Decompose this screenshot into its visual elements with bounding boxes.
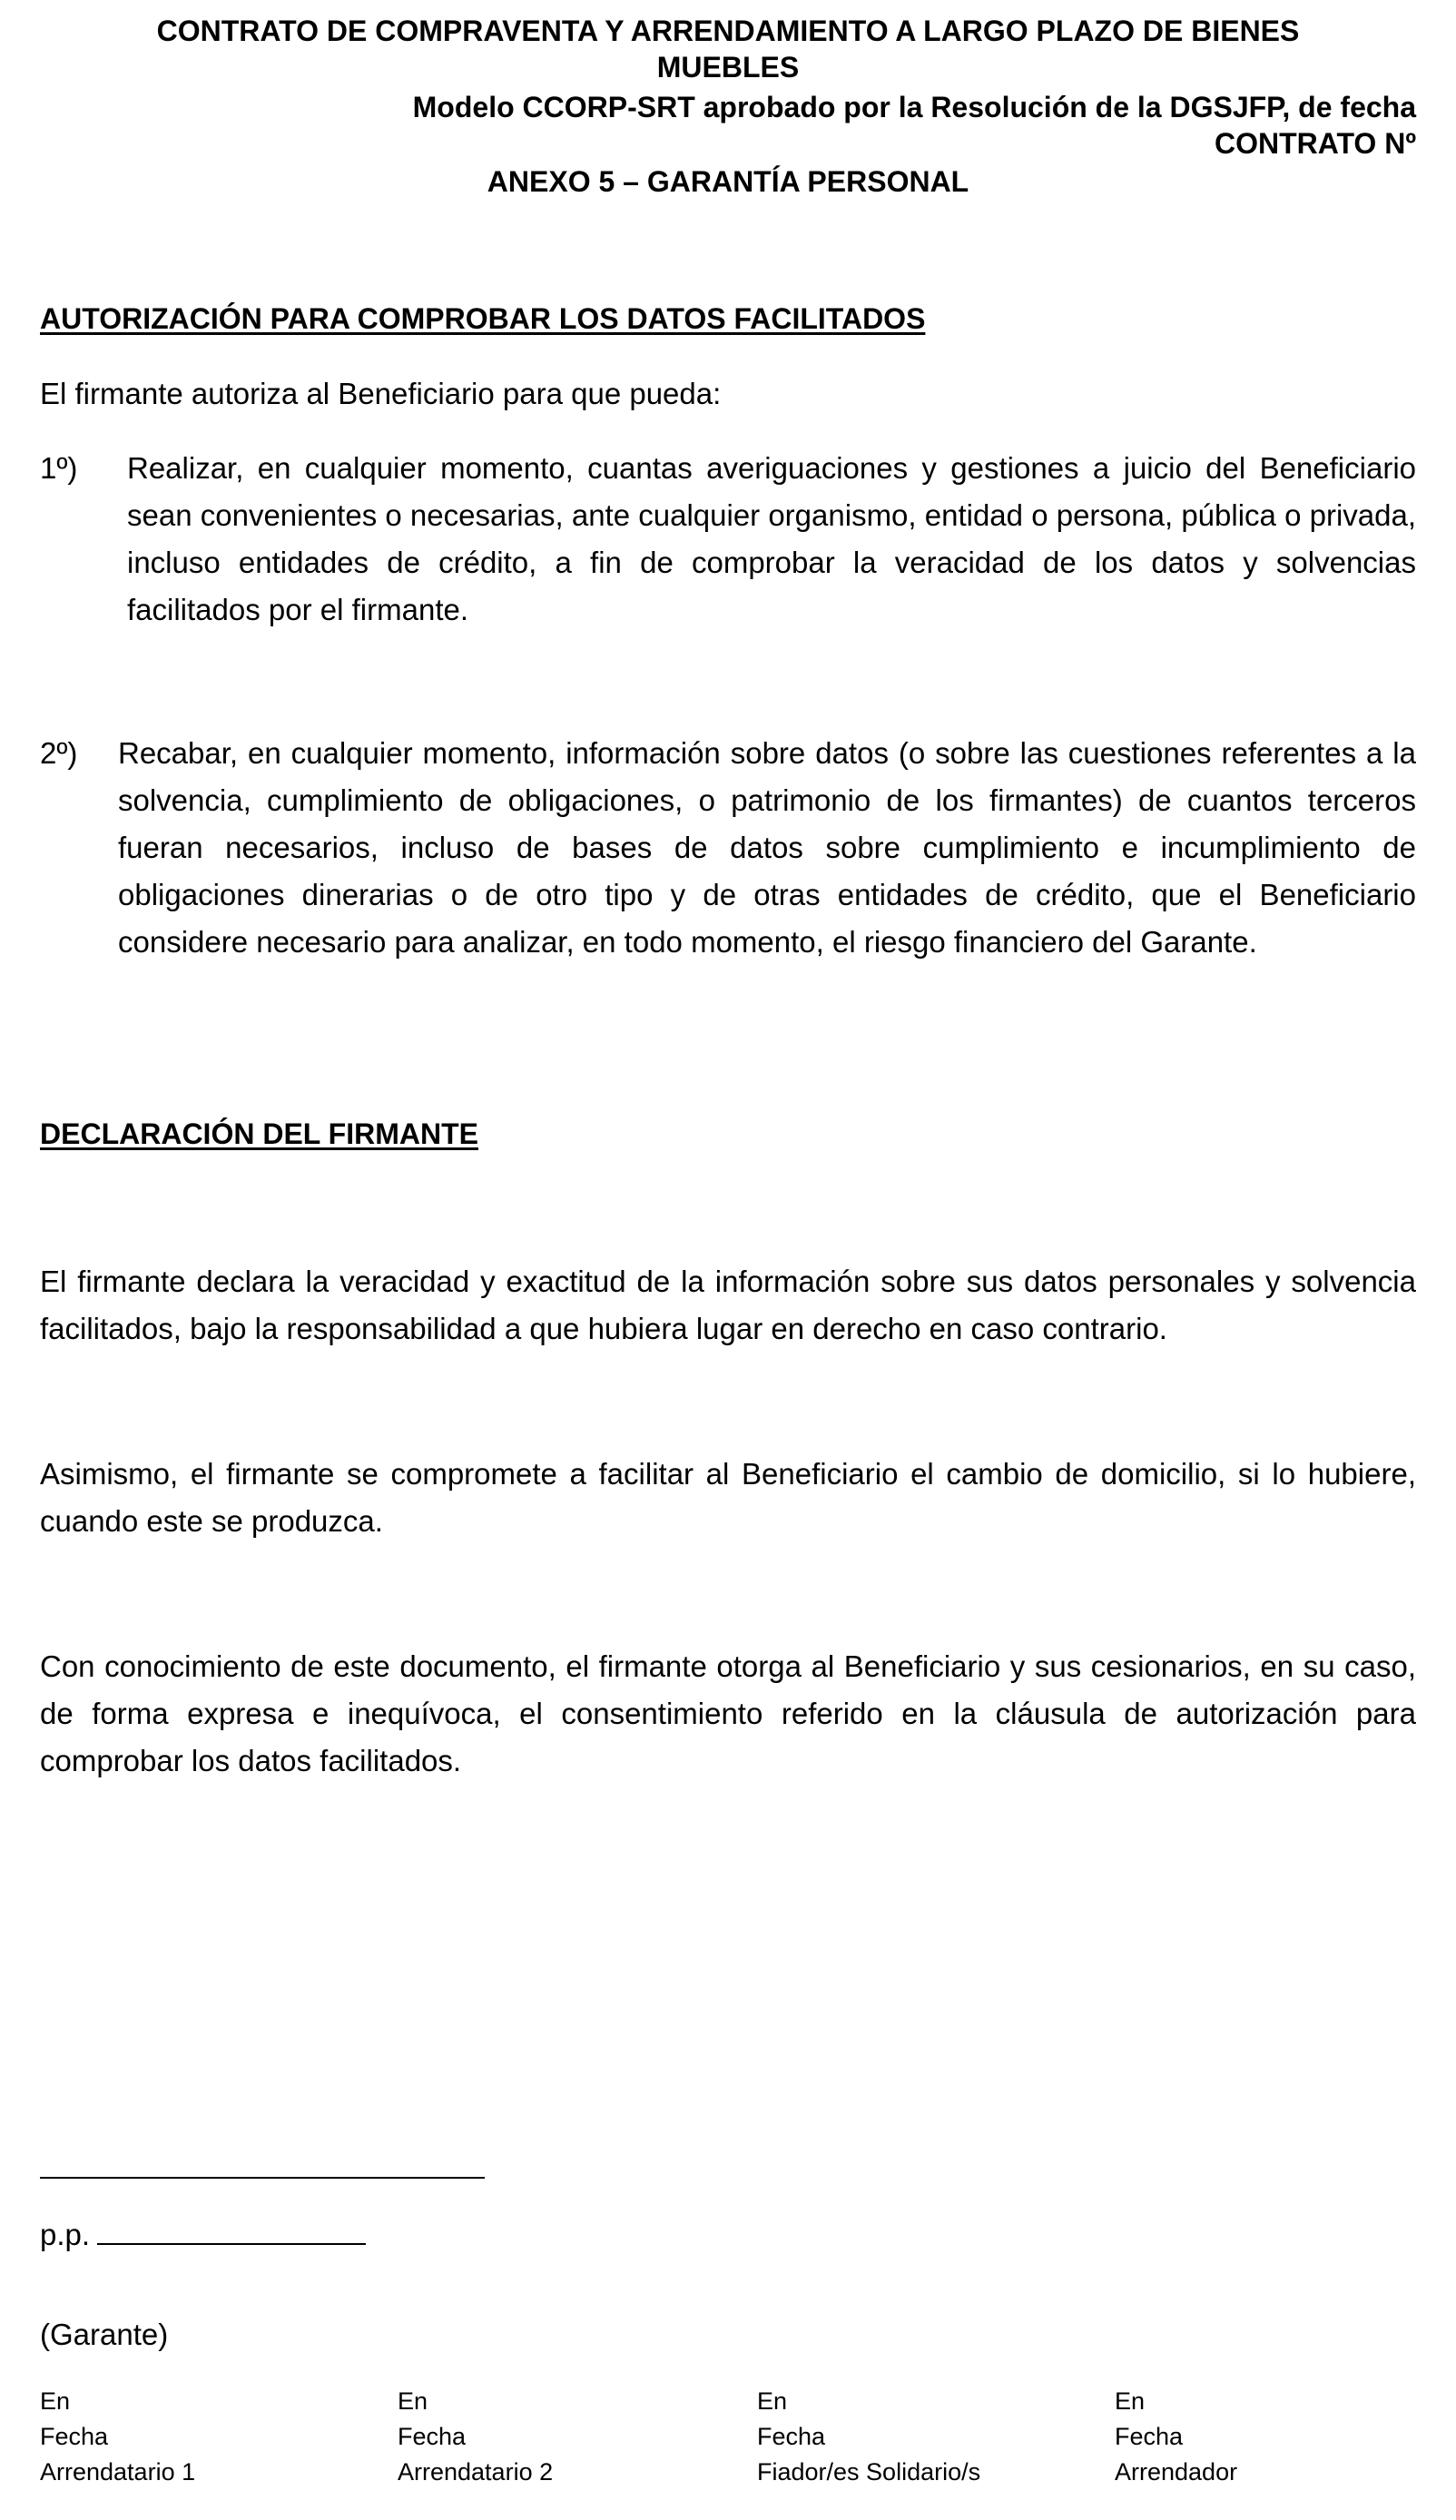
signature-column-1 [40,2384,385,2490]
party-label: Arrendatario 2 [398,2458,554,2486]
signature-column-3 [757,2384,1102,2490]
party-label: Arrendador [1115,2458,1238,2486]
signature-column-4 [1115,2384,1414,2490]
authorization-item-2 [40,730,1416,966]
pp-signature-field [40,2215,366,2255]
item-number: 1º) [40,451,78,485]
item-text: Realizar, en cualquier momento, cuantas averiguaciones y gestiones a juicio del Beneficiario sean convenientes o necesarias, ante cualquier organismo, entidad o persona, pública o privada, incluso entidades de crédito, a fin de comprobar la veracidad de los datos y solvencias facilitados por el firmante. [127,451,1416,626]
signature-column-2 [398,2384,743,2490]
pp-blank-line [97,2216,366,2245]
place-label: En [1115,2387,1146,2415]
declaration-heading: DECLARACIÓN DEL FIRMANTE [40,1117,478,1150]
model-approval-line: Modelo CCORP-SRT aprobado por la Resolución de la DGSJFP, de fecha [412,91,1416,123]
pp-label: p.p. [40,2218,91,2251]
date-label: Fecha [40,2423,109,2450]
annex-title: ANEXO 5 – GARANTÍA PERSONAL [487,165,969,198]
authorization-heading: AUTORIZACIÓN PARA COMPROBAR LOS DATOS FACILITADOS [40,302,926,335]
declaration-paragraph-2: Asimismo, el firmante se compromete a facilitar al Beneficiario el cambio de domicilio, si lo hubiere, cuando este se produzca. [40,1457,1416,1538]
document-title-line-2: MUEBLES [656,51,800,84]
item-number: 2º) [40,736,78,770]
party-label: Arrendatario 1 [40,2458,196,2486]
guarantor-label: (Garante) [40,2318,169,2351]
declaration-paragraph-1: El firmante declara la veracidad y exactitud de la información sobre sus datos personales y solvencia facilitados, bajo la responsabilidad a que hubiera lugar en derecho en caso contrario. [40,1265,1416,1345]
party-label: Fiador/es Solidario/s [757,2458,981,2486]
date-label: Fecha [398,2423,467,2450]
authorization-item-1 [40,445,1416,634]
authorization-intro: El firmante autoriza al Beneficiario para que pueda: [40,377,722,410]
place-label: En [40,2387,71,2415]
document-title-line-1: CONTRATO DE COMPRAVENTA Y ARRENDAMIENTO A LARGO PLAZO DE BIENES [156,15,1300,47]
item-text: Recabar, en cualquier momento, información sobre datos (o sobre las cuestiones referentes a la solvencia, cumplimiento de obligaciones, o patrimonio de los firmantes) de cuantos terceros fueran necesarios, incluso de bases de datos sobre cumplimiento e incumplimiento de obligaciones dinerarias o de otro tipo y de otras entidades de crédito, que el Beneficiario considere necesario para analizar, en todo momento, el riesgo financiero del Garante. [118,736,1416,959]
place-label: En [398,2387,428,2415]
signature-line [40,2177,485,2179]
place-label: En [757,2387,788,2415]
declaration-paragraph-3: Con conocimiento de este documento, el firmante otorga al Beneficiario y sus cesionarios, en su caso, de forma expresa e inequívoca, el consentimiento referido en la cláusula de autorización para comprobar los datos facilitados. [40,1649,1416,1777]
date-label: Fecha [1115,2423,1184,2450]
contract-number-line: CONTRATO Nº [1214,127,1416,160]
date-label: Fecha [757,2423,826,2450]
